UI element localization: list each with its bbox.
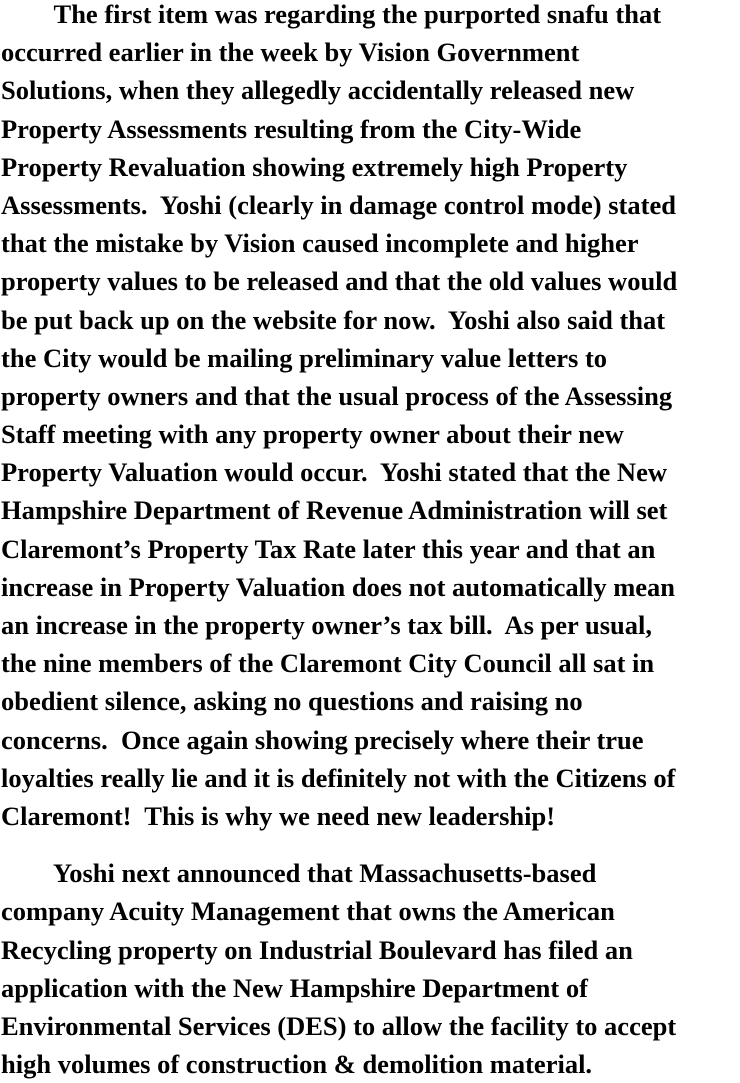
text-line: property owners and that the usual process of the Assessing: [1, 380, 673, 411]
text-line: be put back up on the website for now. Yoshi also said that: [1, 304, 666, 335]
text-line: The first item was regarding the purported snafu that: [1, 0, 662, 29]
text-line: Assessments. Yoshi (clearly in damage control mode) stated: [1, 189, 676, 220]
paragraph-2: [1, 854, 677, 1083]
text-line: Hampshire Department of Revenue Administration will set: [1, 495, 668, 526]
text-line: increase in Property Valuation does not automatically mean: [1, 571, 676, 602]
text-line: the nine members of the Claremont City Council all sat in: [1, 648, 655, 679]
paragraph-1: [1, 0, 677, 835]
text-line: obedient silence, asking no questions and raising no: [1, 686, 583, 717]
text-line: Claremont’s Property Tax Rate later this year and that an: [1, 533, 656, 564]
text-line: an increase in the property owner’s tax bill. As per usual,: [1, 610, 652, 640]
text-line: that the mistake by Vision caused incomplete and higher: [1, 228, 639, 259]
text-line: Property Assessments resulting from the City-Wide: [1, 113, 582, 144]
document-body: [1, 0, 677, 1083]
text-line: Environmental Services (DES) to allow the facility to accept: [1, 1010, 677, 1041]
text-line: Claremont! This is why we need new leadership!: [1, 800, 556, 831]
text-line: Solutions, when they allegedly accidentally released new: [1, 75, 635, 106]
text-line: Recycling property on Industrial Boulevard has filed an: [1, 934, 633, 965]
text-line: application with the New Hampshire Department of: [1, 972, 588, 1003]
text-line: Yoshi next announced that Massachusetts-based: [1, 858, 597, 889]
text-line: concerns. Once again showing precisely where their true: [1, 724, 644, 755]
text-line: Staff meeting with any property owner about their new: [1, 419, 624, 450]
text-line: the City would be mailing preliminary value letters to: [1, 342, 608, 373]
text-line: loyalties really lie and it is definitely not with the Citizens of: [1, 762, 676, 793]
text-line: company Acuity Management that owns the American: [1, 896, 615, 927]
text-line: property values to be released and that the old values would: [1, 266, 678, 297]
text-line: Property Valuation would occur. Yoshi stated that the New: [1, 457, 667, 488]
text-line: high volumes of construction & demolition material.: [1, 1049, 593, 1080]
text-line: occurred earlier in the week by Vision Government: [1, 37, 580, 68]
text-line: Property Revaluation showing extremely high Property: [1, 151, 628, 182]
